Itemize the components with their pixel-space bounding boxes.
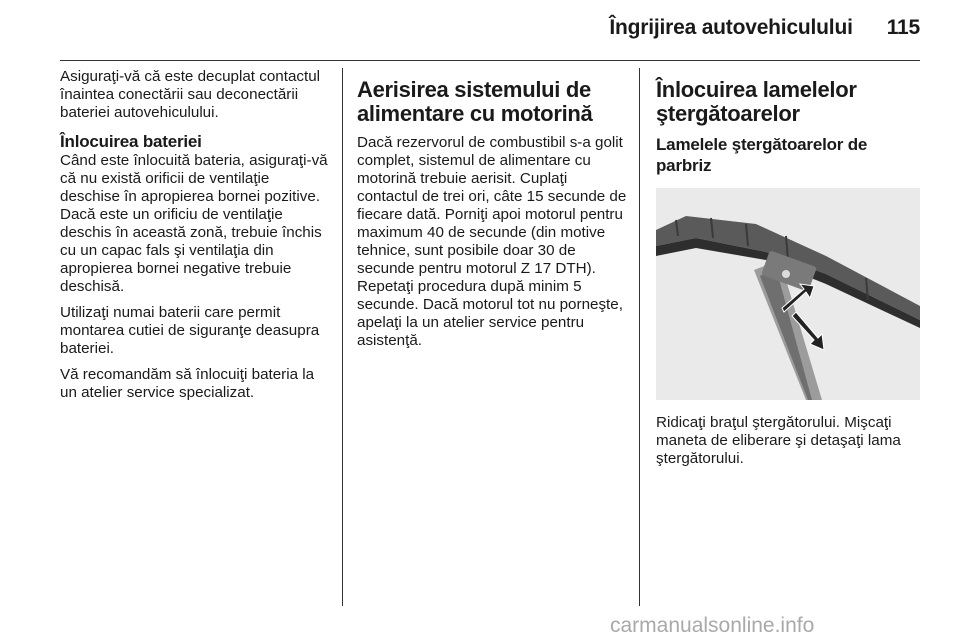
page-number: 115 xyxy=(886,16,920,39)
battery-heading: Înlocuirea bateriei xyxy=(60,132,202,151)
fuel-system-paragraph: Dacă rezervorul de combustibil s-a golit complet, sistemul de alimentare cu motorină trebuie aerisit. Cuplaţi contactul de trei ori, câte 15 secunde de fiecare dată. Porniţi apoi motorul pentru maximum 40 de secunde (din motive tehnice, sunt posibile doar 30 de secunde pentru motorul Z 17 DTH). Repetaţi procedura după minim 5 secunde. Dacă motorul tot nu porneşte, apelaţi la un atelier service pentru asistenţă. xyxy=(357,134,627,349)
header-rule xyxy=(60,60,920,61)
page-header xyxy=(60,16,920,46)
column-middle xyxy=(357,68,627,358)
page-header-title: Îngrijirea autovehiculului xyxy=(609,16,853,39)
wiper-subheading: Lamelele ştergătoarelor de parbriz xyxy=(656,135,868,175)
battery-paragraph-1: Când este înlocuită bateria, asiguraţi-vă că nu există orificii de ventilaţie deschise în apropierea bornei pozitive. Dacă este un orificiu de ventilaţie deschis în această zonă, trebuie închis cu un capac fals şi ventilaţia din apropierea bornei negative trebuie deschisă. xyxy=(60,152,328,295)
battery-paragraph-3: Vă recomandăm să înlocuiţi bateria la un atelier service specializat. xyxy=(60,366,315,401)
intro-paragraph: Asiguraţi-vă că este decuplat contactul înaintea conectării sau deconectării bateriei autovehiculului. xyxy=(60,68,321,121)
wiper-caption: Ridicaţi braţul ştergătorului. Mişcaţi maneta de eliberare şi detaşaţi lama ştergătorului. xyxy=(656,414,901,467)
wiper-blade-photo xyxy=(656,188,920,400)
column-divider xyxy=(342,68,343,606)
column-right xyxy=(656,68,926,476)
watermark: carmanualsonline.info xyxy=(610,614,815,637)
fuel-system-heading: Aerisirea sistemului de alimentare cu motorină xyxy=(357,77,593,126)
column-left xyxy=(60,68,330,410)
wiper-heading: Înlocuirea lamelelor ştergătoarelor xyxy=(656,77,857,126)
column-divider xyxy=(639,68,640,606)
battery-paragraph-2: Utilizaţi numai baterii care permit montarea cutiei de siguranţe deasupra bateriei. xyxy=(60,304,320,357)
